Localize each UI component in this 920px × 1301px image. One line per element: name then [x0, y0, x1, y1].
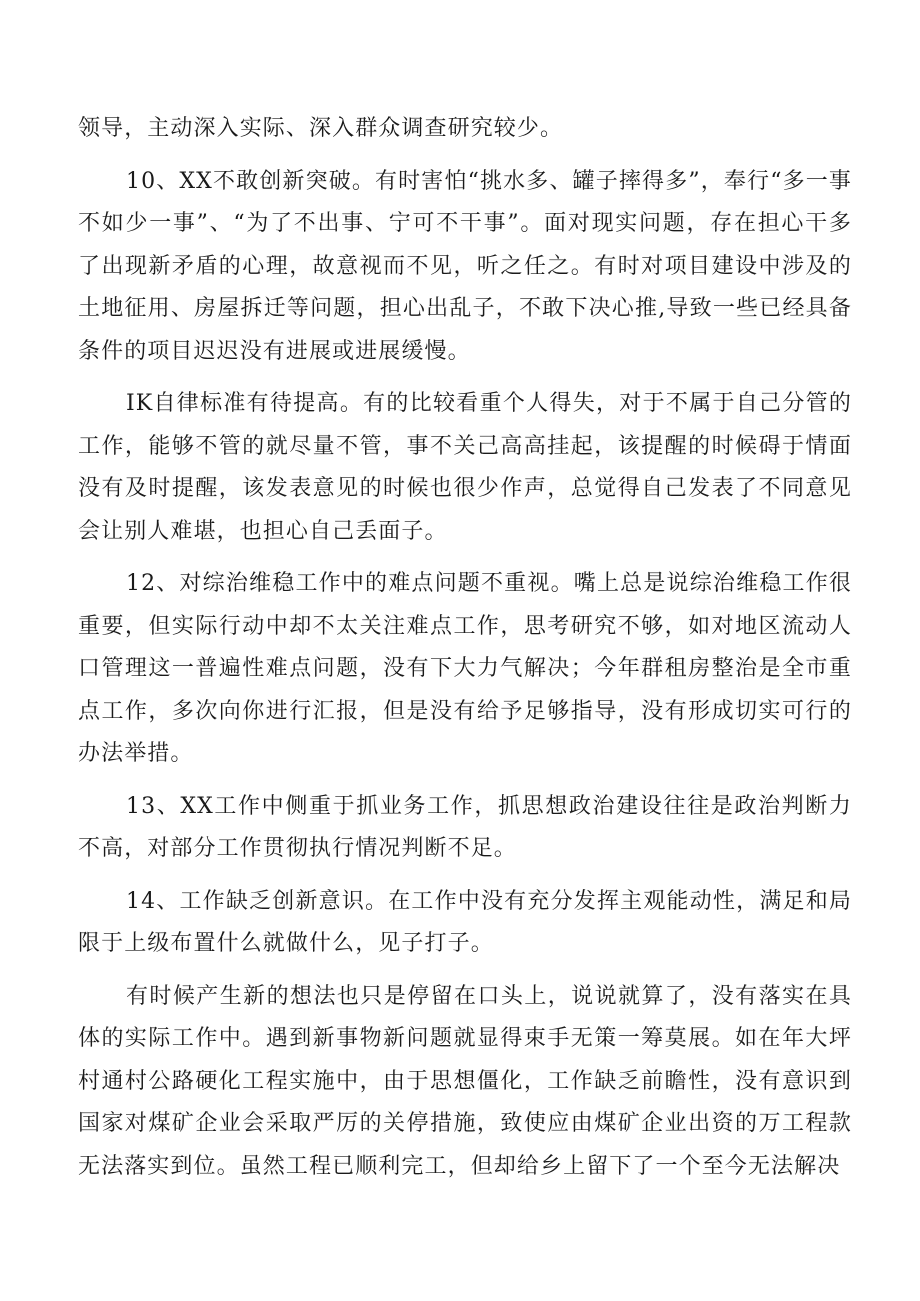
document-body — [78, 108, 852, 1198]
paragraph-continuation: 领导，主动深入实际、深入群众调查研究较少。 — [78, 116, 564, 141]
paragraph-item-14-continued: 有时候产生新的想法也只是停留在口头上，说说就算了，没有落实在具体的实际工作中。遇到新事物新问题就显得束手无策一筹莫展。如在年大坪村通村公路硬化工程实施中，由于思想僵化，工作缺乏前瞻性，没有意识到国家对煤矿企业会采取严厉的关停措施，致使应由煤矿企业出资的万工程款无法落实到位。虽然工程已顺利完工，但却给乡上留下了一个至今无法解决 — [78, 983, 852, 1179]
paragraph-item-14: 14、工作缺乏创新意识。在工作中没有充分发挥主观能动性，满足和局限于上级布置什么就做什么，见子打子。 — [78, 888, 852, 956]
paragraph-item-12: 12、对综治维稳工作中的难点问题不重视。嘴上总是说综治维稳工作很重要，但实际行动中却不太关注难点工作，思考研究不够，如对地区流动人口管理这一普遍性难点问题，没有下大力气解决；今年群租房整治是全市重点工作，多次向你进行汇报，但是没有给予足够指导，没有形成切实可行的办法举措。 — [78, 571, 852, 766]
paragraph-item-10: 10、XX不敢创新突破。有时害怕“挑水多、罐子摔得多”，奉行“多一事不如少一事”、“为了不出事、宁可不干事”。面对现实问题，存在担心干多了出现新矛盾的心理，故意视而不见，听之任之。有时对项目建设中涉及的土地征用、房屋拆迁等问题，担心出乱子，不敢下决心推,导致一些已经具备条件的项目迟迟没有进展或进展缓慢。 — [78, 168, 852, 364]
paragraph-item-11: IK自律标准有待提高。有的比较看重个人得失，对于不属于自己分管的工作，能够不管的就尽量不管，事不关己高高挂起，该提醒的时候碍于情面没有及时提醒，该发表意见的时候也很少作声，总觉得自己发表了不同意见会让别人难堪，也担心自己丢面子。 — [78, 391, 852, 544]
paragraph-item-13: 13、XX工作中侧重于抓业务工作，抓思想政治建设往往是政治判断力不高，对部分工作贯彻执行情况判断不足。 — [78, 793, 852, 861]
